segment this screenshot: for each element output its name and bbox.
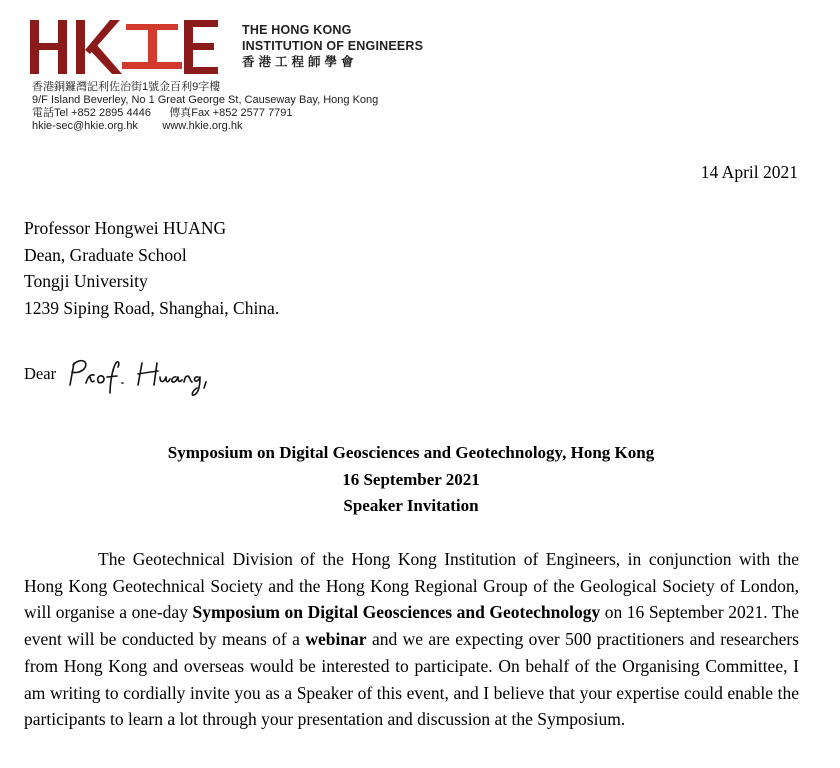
body-text-part3: and we are expecting over 500 practitioners and researchers from Hong Kong and overseas would be interested to participate. On behalf of the Organising Committee, I am writing to cordially invite you as a Speaker of this event, and I believe that your expertise could enable the participants to learn a lot through your presentation and discussion at the Symposium.	[24, 629, 799, 730]
hkie-logo	[28, 14, 228, 84]
recipient-line: 1239 Siping Road, Shanghai, China.	[24, 297, 280, 318]
recipient-address	[24, 215, 279, 321]
address-english: 9/F Island Beverley, No 1 Great George St, Causeway Bay, Hong Kong	[32, 94, 379, 106]
org-name-line2: INSTITUTION OF ENGINEERS	[242, 39, 424, 53]
body-text-part1: The Geotechnical Division of the Hong Kong Institution of Engineers, in conjunction with the Hong Kong Geotechnical Society and the Hong Kong Regional Group of the Geological Society of London, will organise a one-day	[24, 549, 799, 623]
contact-details	[32, 81, 378, 133]
subject-heading	[0, 440, 822, 520]
salutation	[24, 364, 214, 403]
body-paragraph	[24, 546, 799, 733]
recipient-line: Tongji University	[24, 271, 148, 291]
email-web: hkie-sec@hkie.org.hk www.hkie.org.hk	[32, 120, 243, 132]
body-text-part2: on 16 September 2021. The event will be conducted by means of a	[24, 602, 800, 650]
org-name-line1: THE HONG KONG	[242, 23, 352, 37]
organisation-name	[242, 22, 423, 70]
subject-line1: Symposium on Digital Geosciences and Geotechnology, Hong Kong	[167, 443, 655, 462]
subject-line3: Speaker Invitation	[343, 496, 479, 515]
tel-fax: 電話Tel +852 2895 4446 傳真Fax +852 2577 7791	[32, 107, 293, 119]
recipient-line: Dean, Graduate School	[24, 244, 187, 265]
org-name-chinese: 香港工程師學會	[242, 55, 358, 69]
address-chinese: 香港銅鑼灣記利佐治街1號金百利9字樓	[32, 81, 221, 93]
body-text-webinar: webinar	[305, 629, 367, 650]
subject-line2: 16 September 2021	[342, 469, 480, 489]
body-text-symposium-name: Symposium on Digital Geosciences and Geotechnology	[192, 602, 601, 623]
letter-date: 14 April 2021	[700, 162, 798, 182]
recipient-line: Professor Hongwei HUANG	[24, 218, 227, 238]
handwritten-salutation	[64, 355, 214, 403]
salutation-dear: Dear	[24, 364, 57, 383]
